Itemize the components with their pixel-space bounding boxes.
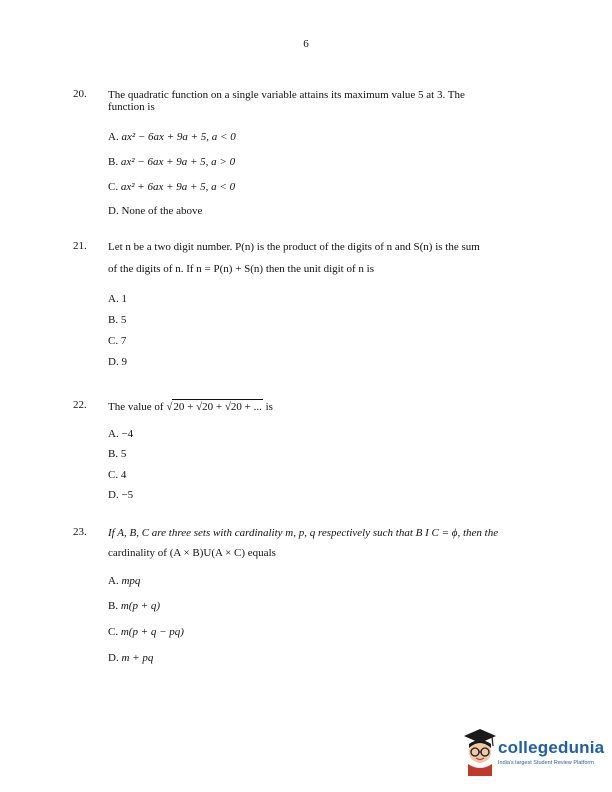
question-stem-line2: function is <box>108 101 155 113</box>
option-c <box>108 181 235 193</box>
question-number: 21. <box>73 240 87 252</box>
option-text: ax² + 6ax + 9a + 5, a < 0 <box>120 181 236 193</box>
option-text: ax² − 6ax + 9a + 5, a > 0 <box>120 156 236 168</box>
question-stem-line2: of the digits of n. If n = P(n) + S(n) then the unit digit of n is <box>108 263 374 275</box>
question-stem <box>108 399 273 414</box>
option-label: B. <box>108 600 119 612</box>
option-d <box>108 489 133 501</box>
option-b <box>108 600 160 612</box>
question-stem-line1: If A, B, C are three sets with cardinality m, p, q respectively such that B I C = ϕ, then the <box>108 527 499 539</box>
logo-wordmark: collegedunia <box>498 738 605 757</box>
question-number: 20. <box>73 88 87 100</box>
option-label: A. <box>108 428 119 440</box>
option-label: D. <box>108 356 119 368</box>
page-number: 6 <box>303 38 309 50</box>
option-label: A. <box>108 293 119 305</box>
student-mascot-icon <box>460 724 500 776</box>
option-c <box>108 626 184 638</box>
option-d <box>108 652 153 664</box>
option-label: D. <box>108 205 119 217</box>
option-a <box>108 131 236 143</box>
option-text: None of the above <box>121 205 203 217</box>
question-stem-line1: The quadratic function on a single variable attains its maximum value 5 at 3. The <box>108 89 465 101</box>
option-label: A. <box>108 575 119 587</box>
option-text: m(p + q − pq) <box>120 626 184 638</box>
option-text: 7 <box>120 335 127 347</box>
option-label: C. <box>108 335 119 347</box>
option-label: D. <box>108 489 119 501</box>
option-text: ax² − 6ax + 9a + 5, a < 0 <box>121 131 236 143</box>
radicand: 20 + √20 + √20 + ... <box>173 401 262 413</box>
option-text: 9 <box>121 356 127 368</box>
option-text: 5 <box>120 314 127 326</box>
option-text: m + pq <box>121 652 154 664</box>
option-c <box>108 469 126 481</box>
option-label: B. <box>108 156 119 168</box>
option-text: 1 <box>121 293 127 305</box>
stem-suffix: is <box>265 401 273 413</box>
option-label: C. <box>108 181 119 193</box>
option-b <box>108 156 235 168</box>
option-text: 5 <box>120 448 127 460</box>
question-number: 22. <box>73 399 87 411</box>
option-d <box>108 356 127 368</box>
option-a <box>108 428 133 440</box>
option-label: C. <box>108 469 119 481</box>
option-text: −5 <box>121 489 134 501</box>
option-b <box>108 314 126 326</box>
option-a <box>108 293 127 305</box>
option-label: D. <box>108 652 119 664</box>
option-label: A. <box>108 131 119 143</box>
stem-prefix: The value of <box>108 401 164 413</box>
logo-tagline: India's largest Student Review Platform <box>498 760 594 766</box>
option-label: B. <box>108 448 119 460</box>
option-text: −4 <box>121 428 134 440</box>
option-b <box>108 448 126 460</box>
option-label: B. <box>108 314 119 326</box>
option-text: m(p + q) <box>120 600 161 612</box>
option-text: 4 <box>120 469 127 481</box>
option-label: C. <box>108 626 119 638</box>
option-text: mpq <box>121 575 141 587</box>
question-number: 23. <box>73 526 87 538</box>
option-d <box>108 205 202 217</box>
question-stem-line1: Let n be a two digit number. P(n) is the product of the digits of n and S(n) is the sum <box>108 241 480 253</box>
option-a <box>108 575 140 587</box>
radical-sign: √ <box>166 401 173 413</box>
option-c <box>108 335 126 347</box>
collegedunia-logo <box>460 724 610 784</box>
question-stem-line2: cardinality of (A × B)U(A × C) equals <box>108 547 276 559</box>
